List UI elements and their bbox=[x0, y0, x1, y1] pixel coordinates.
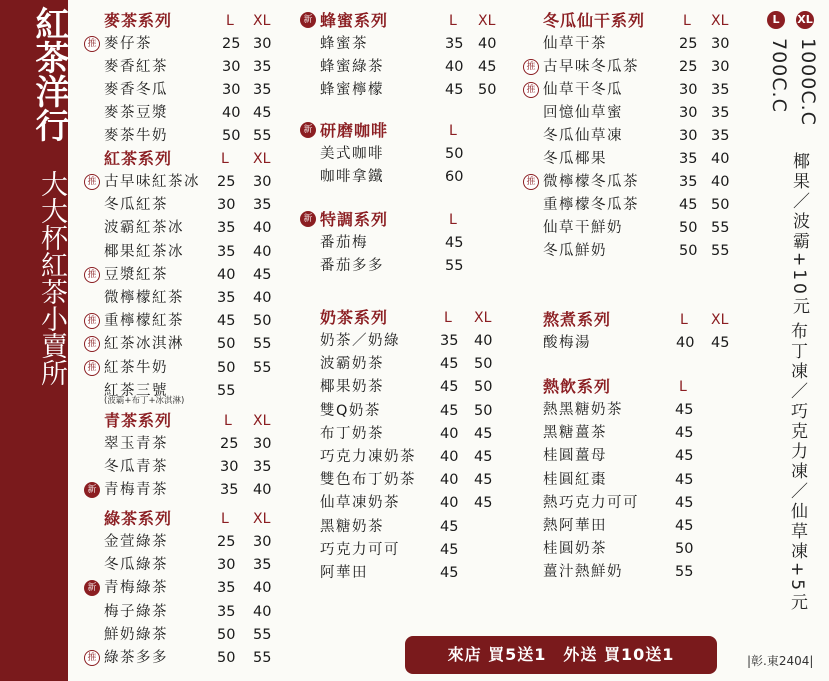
item-name: 酸梅湯 bbox=[543, 335, 591, 351]
menu-item bbox=[104, 380, 304, 406]
item-name: 桂圓薑母 bbox=[543, 448, 607, 465]
price-xl: 45 bbox=[253, 266, 272, 283]
menu-item bbox=[543, 102, 743, 125]
size-l-badge: L bbox=[767, 11, 785, 29]
menu-item bbox=[543, 515, 743, 538]
price-l: 25 bbox=[217, 174, 236, 190]
item-name: 波霸紅茶冰 bbox=[104, 220, 184, 237]
price-xl: 45 bbox=[474, 425, 493, 442]
item-name: 仙草凍奶茶 bbox=[320, 495, 400, 512]
item-name: 麥茶豆漿 bbox=[104, 105, 168, 121]
menu-item bbox=[543, 538, 743, 561]
item-name: 鮮奶綠茶 bbox=[104, 626, 168, 643]
price-xl: 55 bbox=[711, 220, 730, 236]
price-xl: 50 bbox=[478, 82, 497, 98]
brand-name: 紅茶洋行 bbox=[29, 6, 69, 142]
item-name: 微檸檬冬瓜茶 bbox=[543, 174, 639, 190]
item-name: 金萱綠茶 bbox=[104, 534, 168, 550]
price-xl: 45 bbox=[474, 472, 493, 489]
price-l: 25 bbox=[220, 436, 239, 452]
column-header-xl: XL bbox=[253, 511, 271, 527]
price-l: 50 bbox=[217, 336, 236, 353]
menu-item bbox=[87, 171, 304, 194]
column-header-l: L bbox=[449, 123, 457, 139]
menu-item bbox=[320, 516, 520, 539]
price-l: 50 bbox=[217, 626, 236, 643]
section-title: 紅茶系列 bbox=[104, 149, 173, 168]
price-l: 30 bbox=[222, 82, 241, 98]
price-l: 45 bbox=[445, 82, 464, 98]
menu-item bbox=[320, 539, 520, 562]
price-l: 45 bbox=[217, 313, 236, 330]
item-name: 黑糖奶茶 bbox=[320, 518, 384, 535]
new-badge: 新 bbox=[84, 580, 100, 596]
menu-item bbox=[320, 446, 520, 469]
item-name: 椰果奶茶 bbox=[320, 379, 384, 396]
section-title: 冬瓜仙干系列 bbox=[543, 11, 646, 30]
price-xl: 35 bbox=[253, 59, 272, 75]
column-header-xl: XL bbox=[253, 13, 271, 29]
price-xl: 35 bbox=[711, 82, 730, 98]
column-header-l: L bbox=[221, 151, 229, 167]
price-l: 45 bbox=[440, 565, 459, 581]
item-name: 薑汁熱鮮奶 bbox=[543, 564, 623, 581]
price-l: 45 bbox=[445, 235, 464, 251]
size-l-volume: 700C.C bbox=[768, 38, 790, 113]
item-name: 美式咖啡 bbox=[320, 146, 384, 162]
menu-item bbox=[320, 469, 520, 492]
menu-item bbox=[104, 287, 304, 310]
price-xl: 55 bbox=[253, 650, 272, 666]
menu-item bbox=[320, 330, 520, 353]
menu-item bbox=[87, 357, 304, 380]
item-name: 黑糖薑茶 bbox=[543, 425, 607, 442]
item-name: 仙草干鮮奶 bbox=[543, 220, 623, 236]
item-name: 蜂蜜茶 bbox=[320, 36, 368, 52]
price-xl: 35 bbox=[711, 128, 730, 144]
column-header-l: L bbox=[221, 511, 229, 527]
item-name: 麥仔茶 bbox=[104, 36, 152, 52]
price-l: 50 bbox=[679, 243, 698, 259]
section-title: 綠茶系列 bbox=[104, 509, 173, 528]
recommend-badge: 推 bbox=[84, 360, 100, 376]
item-name: 古早味紅茶冰 bbox=[104, 174, 200, 190]
column-header-l: L bbox=[449, 212, 457, 228]
recommend-badge: 推 bbox=[84, 267, 100, 283]
menu-item bbox=[320, 353, 520, 376]
recommend-badge: 推 bbox=[84, 174, 100, 190]
price-xl: 40 bbox=[253, 603, 272, 620]
section-title: 熱飲系列 bbox=[543, 377, 612, 396]
item-name: 麥香紅茶 bbox=[104, 59, 168, 75]
item-name: 紅茶冰淇淋 bbox=[104, 336, 184, 353]
price-l: 40 bbox=[217, 266, 236, 283]
price-xl: 40 bbox=[253, 290, 272, 306]
menu-item bbox=[87, 647, 304, 670]
menu-item bbox=[543, 469, 743, 492]
item-name: 桂圓紅棗 bbox=[543, 471, 607, 488]
recommend-badge: 推 bbox=[84, 650, 100, 666]
price-l: 40 bbox=[440, 495, 459, 512]
addon-toppings-line1: 椰果／波霸+10元 bbox=[789, 152, 809, 317]
price-l: 45 bbox=[675, 471, 694, 488]
item-name: 紅茶三號 bbox=[104, 382, 168, 399]
item-name: 麥香冬瓜 bbox=[104, 82, 168, 98]
price-xl: 50 bbox=[474, 402, 493, 419]
menu-item bbox=[320, 56, 520, 79]
price-xl: 30 bbox=[711, 59, 730, 75]
item-note: (波霸+布丁+冰淇淋) bbox=[104, 395, 185, 406]
price-l: 35 bbox=[217, 290, 236, 306]
item-name: 冬瓜紅茶 bbox=[104, 197, 168, 214]
price-l: 35 bbox=[217, 243, 236, 260]
price-xl: 40 bbox=[478, 36, 497, 52]
column-header-l: L bbox=[226, 13, 234, 29]
price-l: 40 bbox=[440, 449, 459, 465]
menu-item bbox=[543, 399, 743, 422]
menu-item bbox=[87, 479, 304, 502]
price-xl: 30 bbox=[253, 174, 272, 190]
item-name: 仙草干茶 bbox=[543, 36, 607, 52]
item-name: 蜂蜜綠茶 bbox=[320, 59, 384, 75]
price-xl: 40 bbox=[253, 220, 272, 237]
price-l: 25 bbox=[217, 534, 236, 550]
recommend-badge: 推 bbox=[523, 82, 539, 98]
price-l: 45 bbox=[679, 197, 698, 213]
item-name: 熱黑糖奶茶 bbox=[543, 402, 623, 418]
price-xl: 50 bbox=[711, 197, 730, 213]
item-name: 椰果紅茶冰 bbox=[104, 243, 184, 260]
item-name: 奶茶／奶綠 bbox=[320, 333, 400, 349]
item-name: 番茄多多 bbox=[320, 258, 384, 274]
menu-item bbox=[543, 33, 743, 56]
item-name: 冬瓜綠茶 bbox=[104, 557, 168, 574]
price-l: 45 bbox=[675, 518, 694, 534]
menu-item bbox=[543, 125, 743, 148]
menu-item bbox=[320, 562, 520, 585]
price-xl: 30 bbox=[253, 436, 272, 452]
column-header-xl: XL bbox=[711, 13, 729, 29]
price-xl: 40 bbox=[253, 482, 272, 498]
menu-item bbox=[320, 492, 520, 515]
size-xl-volume: 1000C.C bbox=[797, 38, 819, 126]
item-name: 綠茶多多 bbox=[104, 650, 168, 666]
item-name: 番茄梅 bbox=[320, 235, 368, 251]
item-name: 回憶仙草蜜 bbox=[543, 105, 623, 121]
price-xl: 30 bbox=[253, 534, 272, 550]
price-xl: 55 bbox=[253, 626, 272, 643]
price-xl: 45 bbox=[478, 59, 497, 75]
brand-banner bbox=[0, 0, 68, 681]
menu-item bbox=[87, 333, 304, 356]
price-l: 50 bbox=[217, 650, 236, 666]
price-l: 40 bbox=[222, 105, 241, 121]
menu-item bbox=[543, 217, 743, 240]
price-l: 35 bbox=[679, 151, 698, 167]
recommend-badge: 推 bbox=[84, 336, 100, 352]
item-name: 麥茶牛奶 bbox=[104, 128, 168, 144]
price-l: 45 bbox=[675, 425, 694, 442]
price-xl: 45 bbox=[474, 495, 493, 512]
price-l: 30 bbox=[222, 59, 241, 75]
price-xl: 35 bbox=[253, 197, 272, 214]
price-l: 45 bbox=[440, 402, 459, 419]
price-l: 25 bbox=[679, 59, 698, 75]
price-l: 35 bbox=[217, 220, 236, 237]
column-header-l: L bbox=[680, 312, 688, 328]
menu-item bbox=[104, 456, 304, 479]
column-header-l: L bbox=[444, 310, 452, 326]
item-name: 冬瓜仙草凍 bbox=[543, 128, 623, 144]
price-xl: 35 bbox=[253, 82, 272, 98]
section-title: 蜂蜜系列 bbox=[320, 11, 389, 30]
menu-item bbox=[320, 400, 520, 423]
menu-item bbox=[543, 148, 743, 171]
menu-item bbox=[320, 376, 520, 399]
menu-item bbox=[104, 531, 304, 554]
price-l: 50 bbox=[675, 541, 694, 558]
price-xl: 35 bbox=[711, 105, 730, 121]
column-header-xl: XL bbox=[478, 13, 496, 29]
brand-subtitle: 大大杯紅茶小賣所 bbox=[36, 170, 67, 386]
column-header-xl: XL bbox=[711, 312, 729, 328]
price-l: 50 bbox=[445, 146, 464, 162]
menu-item bbox=[320, 33, 520, 56]
menu-item bbox=[543, 240, 743, 263]
section-title: 研磨咖啡 bbox=[320, 121, 389, 140]
new-badge: 新 bbox=[300, 122, 316, 138]
item-name: 紅茶牛奶 bbox=[104, 359, 168, 376]
price-l: 50 bbox=[217, 359, 236, 376]
item-name: 梅子綠茶 bbox=[104, 603, 168, 620]
new-badge: 新 bbox=[84, 482, 100, 498]
menu-item bbox=[104, 601, 304, 624]
price-l: 40 bbox=[445, 59, 464, 75]
menu-item bbox=[87, 577, 304, 600]
price-xl: 55 bbox=[711, 243, 730, 259]
price-xl: 40 bbox=[711, 174, 730, 190]
price-l: 50 bbox=[679, 220, 698, 236]
menu-item bbox=[87, 264, 304, 287]
price-xl: 50 bbox=[253, 313, 272, 330]
price-l: 35 bbox=[217, 603, 236, 620]
menu-item bbox=[543, 422, 743, 445]
item-name: 仙草干冬瓜 bbox=[543, 82, 623, 98]
menu-item bbox=[104, 102, 304, 125]
price-l: 30 bbox=[220, 459, 239, 475]
item-name: 咖啡拿鐵 bbox=[320, 169, 384, 185]
column-header-l: L bbox=[679, 379, 687, 395]
menu-item bbox=[526, 56, 743, 79]
recommend-badge: 推 bbox=[84, 313, 100, 329]
column-header-xl: XL bbox=[253, 413, 271, 429]
menu-item bbox=[104, 624, 304, 647]
price-l: 55 bbox=[675, 564, 694, 581]
menu-item bbox=[543, 332, 743, 355]
price-xl: 35 bbox=[253, 557, 272, 574]
price-xl: 45 bbox=[474, 449, 493, 465]
column-header-xl: XL bbox=[253, 151, 271, 167]
menu-item bbox=[87, 33, 304, 56]
item-name: 雙Q奶茶 bbox=[320, 402, 381, 419]
menu-item bbox=[526, 171, 743, 194]
size-xl-badge: XL bbox=[796, 11, 814, 29]
price-l: 55 bbox=[217, 382, 236, 399]
price-xl: 40 bbox=[253, 580, 272, 597]
store-code: |彰.東2404| bbox=[747, 654, 814, 668]
item-name: 波霸奶茶 bbox=[320, 356, 384, 373]
price-l: 45 bbox=[675, 448, 694, 465]
price-l: 30 bbox=[679, 82, 698, 98]
item-name: 巧克力可可 bbox=[320, 541, 400, 558]
price-xl: 45 bbox=[253, 105, 272, 121]
price-xl: 45 bbox=[711, 335, 730, 351]
menu-item bbox=[104, 56, 304, 79]
price-l: 45 bbox=[675, 402, 694, 418]
item-name: 豆漿紅茶 bbox=[104, 266, 168, 283]
price-l: 45 bbox=[440, 379, 459, 396]
item-name: 熱阿華田 bbox=[543, 518, 607, 534]
menu-item bbox=[104, 217, 304, 240]
price-xl: 50 bbox=[474, 379, 493, 396]
price-xl: 55 bbox=[253, 359, 272, 376]
price-xl: 40 bbox=[253, 243, 272, 260]
column-header-xl: XL bbox=[474, 310, 492, 326]
item-name: 古早味冬瓜茶 bbox=[543, 59, 639, 75]
price-xl: 55 bbox=[253, 336, 272, 353]
price-l: 35 bbox=[217, 580, 236, 597]
section-title: 青茶系列 bbox=[104, 411, 173, 430]
price-l: 35 bbox=[440, 333, 459, 349]
menu-item bbox=[104, 194, 304, 217]
menu-item bbox=[320, 79, 520, 102]
price-l: 50 bbox=[222, 128, 241, 144]
menu-item bbox=[543, 194, 743, 217]
menu-item bbox=[320, 143, 520, 166]
menu-item bbox=[320, 166, 520, 189]
price-l: 30 bbox=[679, 128, 698, 144]
menu-item bbox=[543, 445, 743, 468]
section-title: 特調系列 bbox=[320, 210, 389, 229]
recommend-badge: 推 bbox=[523, 59, 539, 75]
addon-toppings-line2: 布丁凍／巧克力凍／仙草凍+5元 bbox=[787, 322, 807, 614]
price-l: 35 bbox=[445, 36, 464, 52]
item-name: 冬瓜鮮奶 bbox=[543, 243, 607, 259]
price-l: 40 bbox=[440, 425, 459, 442]
recommend-badge: 推 bbox=[523, 174, 539, 190]
menu-item bbox=[320, 423, 520, 446]
price-l: 45 bbox=[675, 494, 694, 511]
menu-item bbox=[526, 79, 743, 102]
menu-item bbox=[104, 125, 304, 148]
column-header-l: L bbox=[449, 13, 457, 29]
price-xl: 30 bbox=[253, 36, 272, 52]
menu-item bbox=[320, 232, 520, 255]
menu-item bbox=[320, 255, 520, 278]
menu-item bbox=[87, 310, 304, 333]
item-name: 重檸檬紅茶 bbox=[104, 313, 184, 330]
price-l: 45 bbox=[440, 356, 459, 373]
price-xl: 40 bbox=[711, 151, 730, 167]
price-xl: 55 bbox=[253, 128, 272, 144]
menu-item bbox=[104, 433, 304, 456]
price-xl: 40 bbox=[474, 333, 493, 349]
column-header-l: L bbox=[224, 413, 232, 429]
price-l: 40 bbox=[440, 472, 459, 489]
price-xl: 50 bbox=[474, 356, 493, 373]
item-name: 蜂蜜檸檬 bbox=[320, 82, 384, 98]
price-l: 30 bbox=[679, 105, 698, 121]
price-xl: 35 bbox=[253, 459, 272, 475]
new-badge: 新 bbox=[300, 211, 316, 227]
price-l: 40 bbox=[676, 335, 695, 351]
section-title: 熬煮系列 bbox=[543, 310, 612, 329]
item-name: 雙色布丁奶茶 bbox=[320, 472, 416, 489]
item-name: 阿華田 bbox=[320, 565, 368, 581]
section-title: 奶茶系列 bbox=[320, 308, 389, 327]
section-title: 麥茶系列 bbox=[104, 11, 173, 30]
menu-item bbox=[104, 79, 304, 102]
price-l: 30 bbox=[217, 557, 236, 574]
price-l: 45 bbox=[440, 541, 459, 558]
menu-item bbox=[543, 492, 743, 515]
price-l: 25 bbox=[679, 36, 698, 52]
price-l: 25 bbox=[222, 36, 241, 52]
item-name: 冬瓜椰果 bbox=[543, 151, 607, 167]
menu-item bbox=[104, 554, 304, 577]
column-header-l: L bbox=[683, 13, 691, 29]
item-name: 布丁奶茶 bbox=[320, 425, 384, 442]
new-badge: 新 bbox=[300, 12, 316, 28]
promo-banner: 來店 買5送1 外送 買10送1 bbox=[405, 636, 717, 674]
price-xl: 30 bbox=[711, 36, 730, 52]
price-l: 35 bbox=[679, 174, 698, 190]
item-name: 青梅綠茶 bbox=[104, 580, 168, 597]
item-name: 重檸檬冬瓜茶 bbox=[543, 197, 639, 213]
item-name: 桂圓奶茶 bbox=[543, 541, 607, 558]
price-l: 30 bbox=[217, 197, 236, 214]
item-name: 冬瓜青茶 bbox=[104, 459, 168, 475]
menu-item bbox=[104, 241, 304, 264]
recommend-badge: 推 bbox=[84, 36, 100, 52]
price-l: 55 bbox=[445, 258, 464, 274]
item-name: 青梅青茶 bbox=[104, 482, 168, 498]
price-l: 60 bbox=[445, 169, 464, 185]
item-name: 熱巧克力可可 bbox=[543, 494, 639, 511]
item-name: 翠玉青茶 bbox=[104, 436, 168, 452]
item-name: 微檸檬紅茶 bbox=[104, 290, 184, 306]
price-l: 35 bbox=[220, 482, 239, 498]
menu-item bbox=[543, 561, 743, 584]
item-name: 巧克力凍奶茶 bbox=[320, 449, 416, 465]
price-l: 45 bbox=[440, 518, 459, 535]
